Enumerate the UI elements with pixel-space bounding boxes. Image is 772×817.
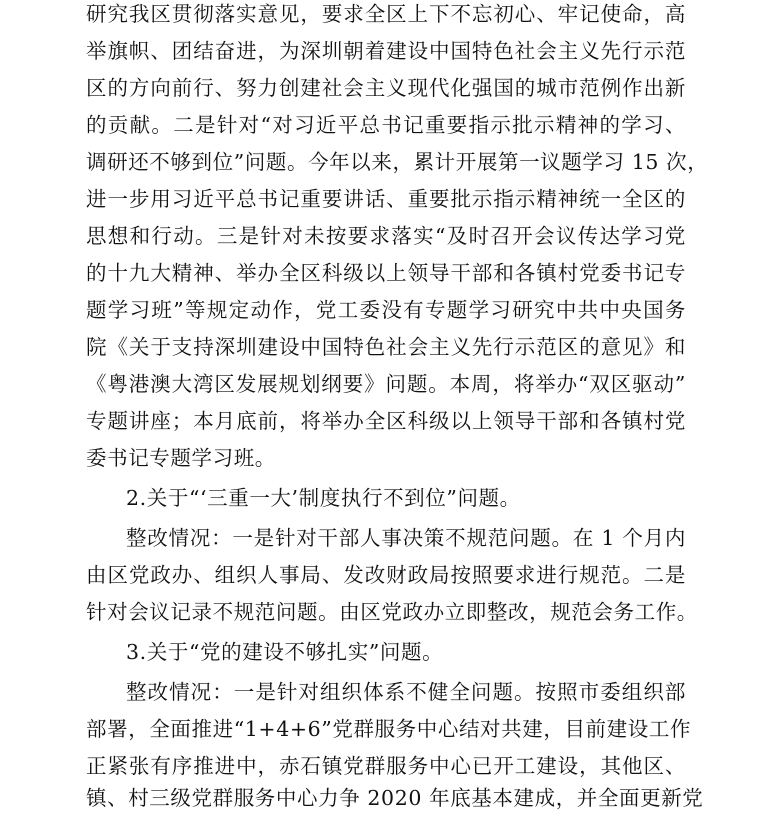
text-line: 举旗帜、团结奋进，为深圳朝着建设中国特色社会主义先行示范	[86, 39, 686, 63]
section-heading: 3.关于“党的建设不够扎实”问题。	[126, 640, 444, 664]
text-line: 调研还不够到位”问题。今年以来，累计开展第一议题学习 15 次，	[86, 150, 709, 174]
text-line: 正紧张有序推进中，赤石镇党群服务中心已开工建设，其他区、	[86, 754, 686, 778]
text-line: 镇、村三级党群服务中心力争 2020 年底基本建成，并全面更新党	[86, 786, 704, 810]
text-line: 的贡献。二是针对“对习近平总书记重要指示批示精神的学习、	[86, 113, 686, 137]
text-line: 思想和行动。三是针对未按要求落实“及时召开会议传达学习党	[86, 224, 686, 248]
text-line: 的十九大精神、举办全区科级以上领导干部和各镇村党委书记专	[86, 261, 686, 285]
section-heading: 2.关于“‘三重一大’制度执行不到位”问题。	[126, 486, 521, 510]
text-line: 院《关于支持深圳建设中国特色社会主义先行示范区的意见》和	[86, 335, 686, 359]
text-line: 区的方向前行、努力创建社会主义现代化强国的城市范例作出新	[86, 76, 686, 100]
text-line: 研究我区贯彻落实意见，要求全区上下不忘初心、牢记使命，高	[86, 2, 686, 26]
text-line: 部署，全面推进“1+4+6”党群服务中心结对共建，目前建设工作	[86, 717, 692, 741]
text-line: 《粤港澳大湾区发展规划纲要》问题。本周，将举办“双区驱动”	[86, 372, 686, 396]
text-line: 针对会议记录不规范问题。由区党政办立即整改，规范会务工作。	[86, 600, 698, 624]
text-line: 整改情况：一是针对干部人事决策不规范问题。在 1 个月内	[126, 526, 686, 550]
text-line: 由区党政办、组织人事局、发改财政局按照要求进行规范。二是	[86, 563, 686, 587]
text-line: 题学习班”等规定动作，党工委没有专题学习研究中共中央国务	[86, 298, 686, 322]
text-line: 整改情况：一是针对组织体系不健全问题。按照市委组织部	[126, 680, 686, 704]
text-line: 委书记专题学习班。	[86, 446, 276, 470]
text-line: 进一步用习近平总书记重要讲话、重要批示指示精神统一全区的	[86, 187, 686, 211]
text-line: 专题讲座；本月底前，将举办全区科级以上领导干部和各镇村党	[86, 409, 686, 433]
